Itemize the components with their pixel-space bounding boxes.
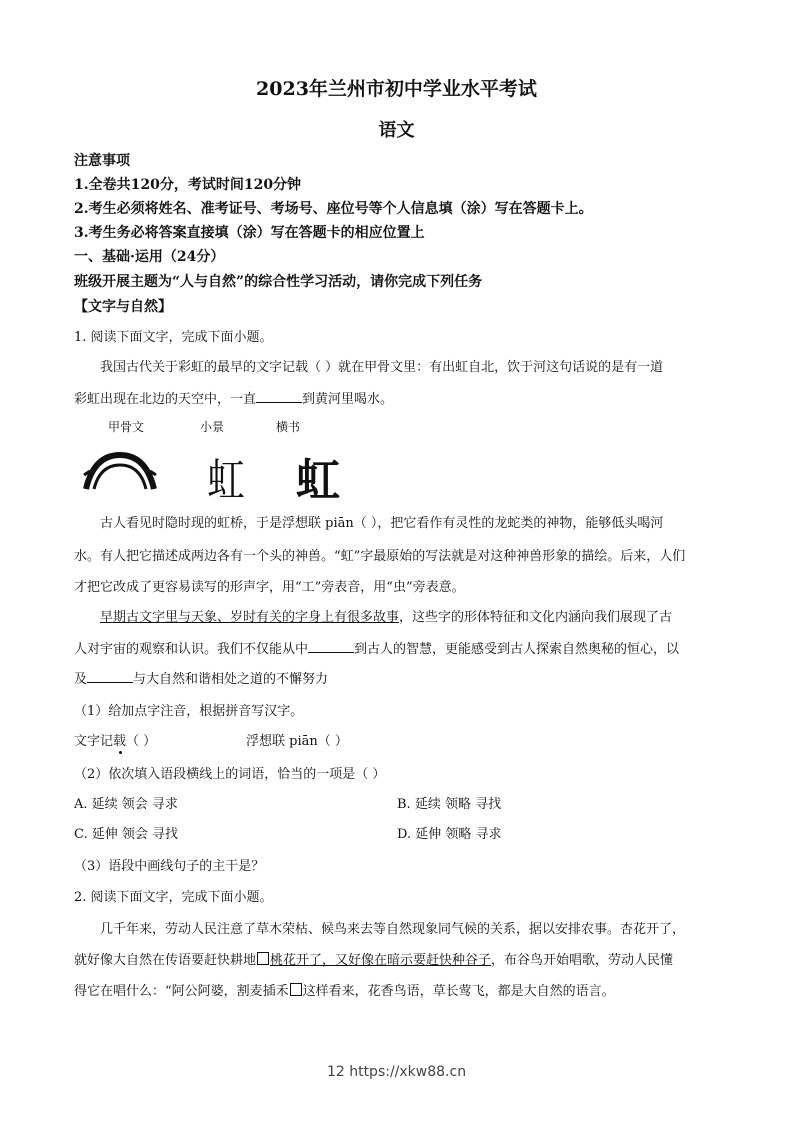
task-intro: 班级开展主题为“人与自然”的综合性学习活动，请你完成下列任务 (74, 274, 483, 290)
answer-blank: （ ） (126, 734, 157, 749)
notice-item: 1.全卷共120分，考试时间120分钟 (74, 177, 302, 193)
question-2-stem: 2. 阅读下面文字，完成下面小题。 (74, 890, 273, 905)
text: ，布谷鸟开始唱歌，劳动人民懂 (491, 953, 674, 968)
punctuation-box (290, 983, 302, 996)
option-a: A. 延续 领会 寻求 (74, 797, 178, 812)
subject-title: 语文 (378, 120, 415, 141)
notice-item: 3.考生务必将答案直接填（涂）写在答题卡的相应位置上 (74, 225, 425, 241)
notice-heading: 注意事项 (74, 153, 130, 169)
paragraph-line: 古人看见时隐时现的虹桥，于是浮想联 piān（ ），把它看作有灵性的龙蛇类的神物，能够低头喝河 (100, 516, 664, 531)
text: ，这些字的形体特征和文化内涵向我们展现了古 (399, 610, 673, 625)
fill-blank (308, 640, 354, 653)
sub-question-1a (74, 730, 156, 749)
page-footer: 12 https://xkw88.cn (326, 1064, 467, 1080)
paragraph-line (74, 638, 679, 657)
paragraph-line (74, 388, 393, 407)
paragraph-line (100, 606, 672, 625)
text: 及 (74, 672, 88, 687)
paragraph-line (74, 668, 328, 687)
option-b: B. 延续 领略 寻找 (397, 797, 502, 812)
option-c: C. 延伸 领会 寻找 (74, 827, 179, 842)
text: 这样看来，花香鸟语，草长莺飞，都是大自然的语言。 (302, 984, 615, 999)
notice-item: 2.考生必须将姓名、准考证号、考场号、座位号等个人信息填（涂）写在答题卡上。 (74, 201, 593, 217)
exam-title: 2023年兰州市初中学业水平考试 (256, 78, 537, 100)
underlined-sentence: 桃花开了，又好像在暗示要赶快种谷子 (270, 953, 492, 968)
question-1-stem: 1. 阅读下面文字，完成下面小题。 (74, 330, 273, 345)
seal-script-glyph: 虹 (207, 455, 245, 506)
text: 就好像大自然在传语要赶快耕地 (74, 953, 257, 968)
punctuation-box (257, 952, 269, 965)
fill-blank (87, 670, 133, 683)
clerical-script-glyph: 虹 (296, 455, 340, 506)
text: 与大自然和谐相处之道的不懈努力 (133, 672, 329, 687)
text: 得它在唱什么：“阿公阿婆，割麦插禾 (74, 984, 289, 999)
sub-question-3: （3）语段中画线句子的主干是？ (74, 859, 265, 874)
fill-blank (256, 390, 302, 403)
glyph-label: 小景 (200, 420, 225, 434)
dotted-char: 载 (113, 734, 127, 749)
paragraph-line (74, 949, 673, 968)
part-heading: 一、基础·运用（24分） (74, 249, 225, 265)
text: 人对宇宙的观察和认识。我们不仅能从中 (74, 642, 309, 657)
glyph-label: 甲骨文 (108, 420, 145, 434)
text: 到古人的智慧，更能感受到古人探索自然奥秘的恒心，以 (354, 642, 680, 657)
paragraph-line (74, 980, 615, 999)
sub-question-2: （2）依次填入语段横线上的词语，恰当的一项是（ ） (74, 767, 386, 782)
text: 文字记 (74, 734, 114, 749)
module-title: 【文字与自然】 (74, 299, 172, 315)
sub-question-1: （1）给加点字注音，根据拼音写汉字。 (74, 704, 304, 719)
oracle-bone-rainbow-glyph (80, 445, 160, 495)
text: 彩虹出现在北边的天空中，一直 (74, 392, 257, 407)
paragraph-line: 几千年来，劳动人民注意了草木荣枯、候鸟来去等自然现象同气候的关系，据以安排农事。杏花开了， (100, 922, 686, 937)
glyph-label: 横书 (276, 420, 301, 434)
sub-question-1b: 浮想联 piān（ ） (246, 734, 348, 749)
text: 到黄河里喝水。 (302, 392, 394, 407)
option-d: D. 延伸 领略 寻求 (397, 827, 502, 842)
paragraph-line: 才把它改成了更容易读写的形声字，用“工”旁表音，用“虫”旁表意。 (74, 580, 465, 595)
paragraph-line: 水。有人把它描述成两边各有一个头的神兽。“虹”字最原始的写法就是对这种神兽形象的描绘。后来，人们 (74, 549, 686, 564)
underlined-sentence: 早期古文字里与天象、岁时有关的字身上有很多故事 (100, 610, 400, 625)
paragraph-line: 我国古代关于彩虹的最早的文字记载（ ）就在甲骨文里：有出虹自北，饮于河这句话说的是有一道 (100, 360, 664, 375)
